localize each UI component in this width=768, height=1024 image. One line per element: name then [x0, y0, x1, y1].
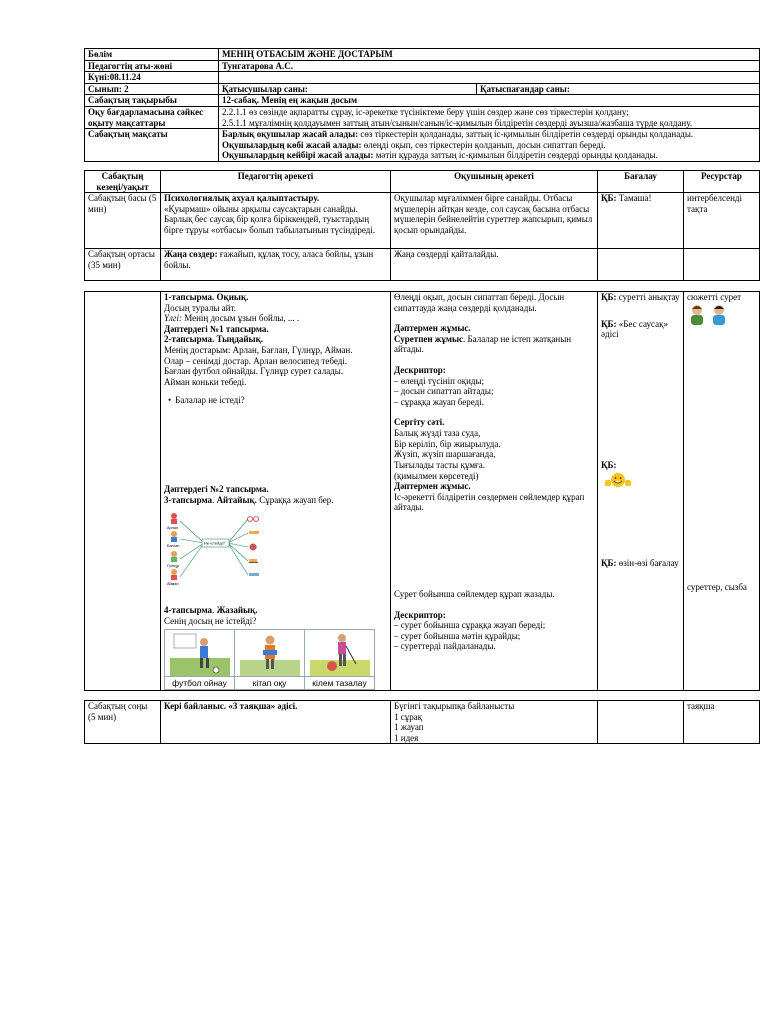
svg-text:Арлан: Арлан — [167, 526, 178, 531]
section-row — [85, 49, 760, 61]
svg-text:Гүлнұр: Гүлнұр — [167, 564, 180, 569]
teacher-value: Тунгатарова А.С. — [219, 60, 760, 72]
picture-cleaning: кілем тазалау — [305, 630, 374, 689]
thumbs-up-emoji-icon — [603, 470, 633, 490]
date-cell: Күні:08.11.24 — [85, 72, 219, 84]
middle-intro-teacher: Жаңа сөздер: ғажайып, құлақ тосу, аласа бойлы, ұзын бойлы. — [161, 249, 391, 281]
start-student: Оқушылар мұғаліммен бірге санайды. Отбасы мүшелерін айтқан кезде, сол саусақ басына отбасы мүшелерін бейнелейтін суреттер жапсырып, қимыл қосып орындайды. — [391, 193, 598, 249]
col-student: Оқушының әрекеті — [391, 171, 598, 193]
middle-teacher: 1-тапсырма. Оқиық. Досың туралы айт. Үлгі: Менің досым ұзын бойлы, ... . Дәптердегі №1 тапсырма. 2-тапсырма. Тыңдайық. Менің достарым: Арлан, Бағлан, Гүлнұр, Айман. Олар – сенімді достар. Арлан велосипед тебеді. Бағлан футбол ойнайды. Гүлнұр сурет салады. Айман коньки тебеді. • Балалар не істеді? Дәптердегі №2 тапсырма. 3-тапсырма. Айтайық. Сұраққа жауап бер. Арлан Бағлан Гүлнұр Айман Не істейді? 4-тапсырма. Жазайық. Сенің досың не істейді? футбол ойнау кітап оқу кілем тазалау — [161, 292, 391, 691]
picture-football: футбол ойнау — [165, 630, 235, 689]
football-icon — [170, 630, 230, 676]
assess-4: ҚБ: өзін-өзі бағалау — [601, 558, 679, 569]
start-resource: интербелсенді тақта — [684, 193, 760, 249]
assess-2: ҚБ: «Бес саусақ» әдісі — [601, 318, 668, 340]
start-teacher: Психологиялық ахуал қалыптастыру. «Қуырмаш» ойыны арқылы саусақтарын санайды. Барлық бес саусақ бір қолға біріккендей, туыстардың бірге тұруы «отбасы» болып табылатынын түсіндіреді. — [161, 193, 391, 249]
two-children-icon — [687, 303, 731, 327]
aim-some: Оқушылардың кейбірі жасай алады: мәтін құрауда заттың іс-қимылын білдіретін сөздерді орынды қолданады. — [222, 150, 658, 161]
ball-icon — [250, 544, 258, 551]
learning-goals-value: 2.2.1.1 өз сөзінде ақпаратты сұрау, іс-әрекетке түсініктеме беру үшін сөздер және сөз тіркестерін қолдану; 2.5.1.1 мұғалімнің қолдауымен заттың атын/сынын/санын/іс-қимылын білдіретін сөздерді ауызша/жазбаша түрде қолдану. — [219, 107, 760, 129]
svg-text:Айман: Айман — [167, 582, 179, 587]
task3-diagram — [166, 511, 266, 587]
topic-value: 12-сабақ. Менің ең жақын досым — [219, 95, 760, 107]
middle-intro-row — [85, 249, 760, 281]
end-row — [85, 701, 760, 744]
pencil-icon — [249, 531, 259, 534]
section-label: Бөлім — [85, 49, 219, 61]
col-teacher: Педагогтің әрекеті — [161, 171, 391, 193]
skis-icon — [249, 573, 259, 576]
lesson-aims-row — [85, 129, 760, 162]
task1-sample: Үлгі: Менің досым ұзын бойлы, ... . — [164, 313, 300, 324]
class-cell: Сынып: 2 — [85, 83, 219, 95]
lesson-header-table — [84, 48, 760, 162]
lesson-aims-label: Сабақтың мақсаты — [85, 129, 219, 162]
topic-row — [85, 95, 760, 107]
learning-goals-row — [85, 107, 760, 129]
skates-icon — [249, 559, 258, 563]
class-row — [85, 83, 760, 95]
col-assessment: Бағалау — [598, 171, 684, 193]
section-value: МЕНІҢ ОТБАСЫМ ЖӘНЕ ДОСТАРЫМ — [219, 49, 760, 61]
end-teacher: Кері байланыс. «3 таяқша» әдісі. — [161, 701, 391, 744]
middle-stage-table — [84, 291, 760, 691]
svg-text:Бағлан: Бағлан — [167, 544, 180, 549]
start-row — [85, 193, 760, 249]
end-resource: таяқша — [684, 701, 760, 744]
middle-student: Өлеңді оқып, досын сипаттап береді. Досын сипаттауда жаңа сөздерді қолданады. Дәптермен жұмыс. Суретпен жұмыс. Балалар не істеп жатқанын айтады. Дескриптор: – өлеңді түсініп оқиды; – досын сипаттап айтады; – сұраққа жауап береді. Сергіту сәті. Балық жүзді таза суда, Бір керіліп, бір жиырылуда. Жүзіп, жүзіп шаршағанда, Тығылады тасты құмға. (қимылмен көрсетеді) Дәптермен жұмыс. Іс-әрекетті білдіретін сөздермен сөйлемдер құрап айтады. Сурет бойынша сөйлемдер құрап жазады. Дескриптор: – сурет бойынша сұраққа жауап береді; – сурет бойынша мәтін құрайды; – суреттерді пайдаланады. — [391, 292, 598, 691]
lesson-aims-value — [219, 129, 760, 162]
picture-reading: кітап оқу — [235, 630, 305, 689]
assess-3: ҚБ: — [601, 459, 617, 470]
svg-text:Не істейді?: Не істейді? — [204, 540, 225, 546]
learning-goals-label: Оқу бағдарламасына сәйкес оқыту мақсаттары — [85, 107, 219, 129]
reading-icon — [240, 630, 300, 676]
columns-header-row — [85, 171, 760, 193]
task1-title: 1-тапсырма. Оқиық. — [164, 292, 249, 302]
stage-end: Сабақтың соңы (5 мин) — [85, 701, 161, 744]
teacher-label: Педагогтің аты-жөні — [85, 60, 219, 72]
present-cell: Қатысушылар саны: — [219, 83, 477, 95]
end-stage-table — [84, 700, 760, 744]
col-resources: Ресурстар — [684, 171, 760, 193]
middle-main-row — [85, 292, 760, 691]
teacher-row — [85, 60, 760, 72]
col-stage: Сабақтың кезеңі/уақыт — [85, 171, 161, 193]
middle-assessment — [598, 292, 684, 691]
task2-bullet: • Балалар не істеді? — [168, 395, 245, 406]
task2-title: 2-тапсырма. Тыңдайық. — [164, 334, 264, 345]
aim-all: Барлық оқушылар жасай алады: сөз тіркестерін қолданады, заттың іс-қимылын білдіретін сөздерді орынды қолданады. — [222, 129, 694, 140]
task3-title: 3-тапсырма. Айтайық. Сұраққа жауап бер. — [164, 494, 334, 505]
date-row — [85, 72, 760, 84]
end-student: Бүгінгі тақырыпқа байланысты 1 сұрақ 1 жауап 1 идея — [391, 701, 598, 744]
vacuum-icon — [310, 630, 370, 676]
stage-start: Сабақтың басы (5 мин) — [85, 193, 161, 249]
start-assessment: ҚБ: Тамаша! — [598, 193, 684, 249]
absent-cell: Қатыспағандар саны: — [477, 83, 760, 95]
stage-middle: Сабақтың ортасы (35 мин) — [85, 249, 161, 281]
topic-label: Сабақтың тақырыбы — [85, 95, 219, 107]
middle-intro-student: Жаңа сөздерді қайталайды. — [391, 249, 598, 281]
assess-1: ҚБ: суретті анықтау — [601, 292, 680, 302]
bicycle-icon — [248, 517, 259, 522]
aim-most: Оқушылардың көбі жасай алады: өлеңді оқып, сөз тіркестерін қолданып, досын сипаттап береді. — [222, 139, 606, 150]
task4-pictures — [164, 629, 375, 690]
lesson-stages-table — [84, 170, 760, 281]
middle-resources: сюжетті сурет суреттер, сызба — [684, 292, 760, 691]
task4-title: 4-тапсырма. Жазайық. — [164, 605, 258, 616]
